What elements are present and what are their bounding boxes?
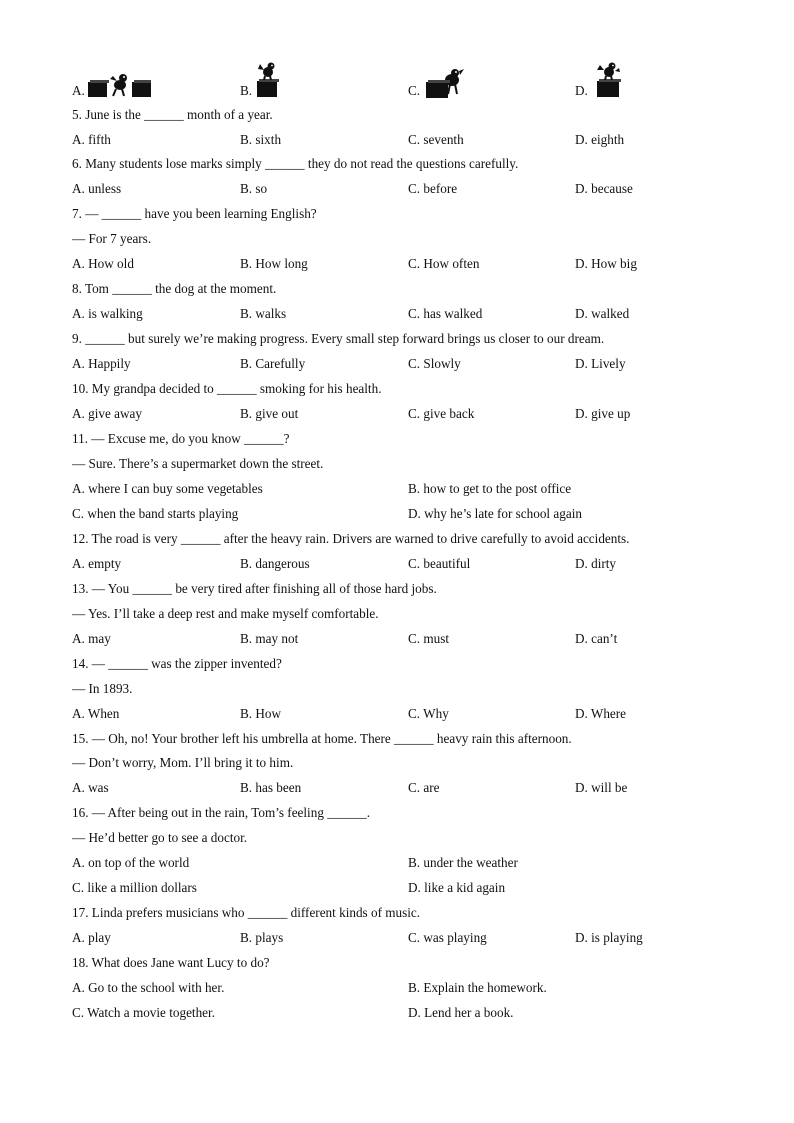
q18-option-a[interactable]: A. Go to the school with her. xyxy=(72,980,225,995)
q7-option-b[interactable]: B. How long xyxy=(240,256,308,271)
q10-option-c[interactable]: C. give back xyxy=(408,406,475,421)
question-11: 11. — Excuse me, do you know ______? xyxy=(72,431,290,446)
q13-option-a[interactable]: A. may xyxy=(72,631,111,646)
q16-option-b[interactable]: B. under the weather xyxy=(408,855,518,870)
q6-option-d[interactable]: D. because xyxy=(575,181,633,196)
q18-option-c[interactable]: C. Watch a movie together. xyxy=(72,1005,215,1020)
q13-option-d[interactable]: D. can’t xyxy=(575,631,618,646)
q15-option-b[interactable]: B. has been xyxy=(240,780,302,795)
q8-option-c[interactable]: C. has walked xyxy=(408,306,483,321)
question-11-answer: — Sure. There’s a supermarket down the street. xyxy=(72,456,324,471)
q4-option-b[interactable] xyxy=(240,62,340,102)
option-label: C. xyxy=(408,83,421,98)
q17-option-b[interactable]: B. plays xyxy=(240,930,284,945)
q10-option-b[interactable]: B. give out xyxy=(240,406,299,421)
question-14-answer: — In 1893. xyxy=(72,681,133,696)
question-18: 18. What does Jane want Lucy to do? xyxy=(72,955,270,970)
question-9: 9. ______ but surely we’re making progress. Every small step forward brings us closer to our dream. xyxy=(72,331,605,346)
q14-option-b[interactable]: B. How xyxy=(240,706,282,721)
q13-option-b[interactable]: B. may not xyxy=(240,631,299,646)
question-14: 14. — ______ was the zipper invented? xyxy=(72,656,282,671)
q11-option-c[interactable]: C. when the band starts playing xyxy=(72,506,239,521)
q15-option-a[interactable]: A. was xyxy=(72,780,109,795)
bird-on-box-top-icon xyxy=(593,62,633,100)
q16-option-a[interactable]: A. on top of the world xyxy=(72,855,190,870)
question-7-answer: — For 7 years. xyxy=(72,231,152,246)
question-16-answer: — He’d better go to see a doctor. xyxy=(72,830,248,845)
question-10: 10. My grandpa decided to ______ smoking for his health. xyxy=(72,381,382,396)
q16-option-d[interactable]: D. like a kid again xyxy=(408,880,506,895)
bird-on-box-icon xyxy=(254,62,294,100)
q6-option-a[interactable]: A. unless xyxy=(72,181,122,196)
question-6: 6. Many students lose marks simply ______ they do not read the questions carefully. xyxy=(72,156,519,171)
q5-option-a[interactable]: A. fifth xyxy=(72,132,111,147)
q9-option-b[interactable]: B. Carefully xyxy=(240,356,306,371)
q6-option-c[interactable]: C. before xyxy=(408,181,458,196)
q7-option-c[interactable]: C. How often xyxy=(408,256,480,271)
question-13-answer: — Yes. I’ll take a deep rest and make myself comfortable. xyxy=(72,606,379,621)
q13-option-c[interactable]: C. must xyxy=(408,631,450,646)
q11-option-a[interactable]: A. where I can buy some vegetables xyxy=(72,481,263,496)
option-label: D. xyxy=(575,83,588,98)
q4-option-c[interactable] xyxy=(408,62,508,102)
option-label: B. xyxy=(240,83,253,98)
q14-option-a[interactable]: A. When xyxy=(72,706,120,721)
q18-option-b[interactable]: B. Explain the homework. xyxy=(408,980,547,995)
q16-option-c[interactable]: C. like a million dollars xyxy=(72,880,197,895)
q5-option-d[interactable]: D. eighth xyxy=(575,132,625,147)
q5-option-b[interactable]: B. sixth xyxy=(240,132,282,147)
q10-option-d[interactable]: D. give up xyxy=(575,406,631,421)
option-label: A. xyxy=(72,83,85,98)
bird-between-boxes-icon xyxy=(86,72,152,100)
q12-option-a[interactable]: A. empty xyxy=(72,556,122,571)
q9-option-a[interactable]: A. Happily xyxy=(72,356,131,371)
question-5: 5. June is the ______ month of a year. xyxy=(72,107,273,122)
q8-option-d[interactable]: D. walked xyxy=(575,306,630,321)
q7-option-d[interactable]: D. How big xyxy=(575,256,637,271)
q12-option-b[interactable]: B. dangerous xyxy=(240,556,310,571)
q5-option-c[interactable]: C. seventh xyxy=(408,132,464,147)
question-17: 17. Linda prefers musicians who ______ different kinds of music. xyxy=(72,905,421,920)
q15-option-d[interactable]: D. will be xyxy=(575,780,628,795)
question-12: 12. The road is very ______ after the heavy rain. Drivers are warned to drive carefully to avoid accidents. xyxy=(72,531,630,546)
q11-option-d[interactable]: D. why he’s late for school again xyxy=(408,506,582,521)
q12-option-c[interactable]: C. beautiful xyxy=(408,556,471,571)
question-16: 16. — After being out in the rain, Tom’s feeling ______. xyxy=(72,805,371,820)
q12-option-d[interactable]: D. dirty xyxy=(575,556,617,571)
q15-option-c[interactable]: C. are xyxy=(408,780,440,795)
q4-option-d[interactable] xyxy=(575,62,675,102)
q14-option-c[interactable]: C. Why xyxy=(408,706,449,721)
question-15-answer: — Don’t worry, Mom. I’ll bring it to him. xyxy=(72,755,294,770)
q17-option-c[interactable]: C. was playing xyxy=(408,930,487,945)
q9-option-c[interactable]: C. Slowly xyxy=(408,356,461,371)
q10-option-a[interactable]: A. give away xyxy=(72,406,142,421)
q18-option-d[interactable]: D. Lend her a book. xyxy=(408,1005,514,1020)
q8-option-b[interactable]: B. walks xyxy=(240,306,287,321)
q8-option-a[interactable]: A. is walking xyxy=(72,306,143,321)
q6-option-b[interactable]: B. so xyxy=(240,181,268,196)
question-13: 13. — You ______ be very tired after finishing all of those hard jobs. xyxy=(72,581,437,596)
q11-option-b[interactable]: B. how to get to the post office xyxy=(408,481,572,496)
q4-option-a[interactable] xyxy=(72,62,172,102)
q14-option-d[interactable]: D. Where xyxy=(575,706,627,721)
q17-option-a[interactable]: A. play xyxy=(72,930,111,945)
question-7: 7. — ______ have you been learning English? xyxy=(72,206,317,221)
bird-behind-box-icon xyxy=(424,66,468,100)
q7-option-a[interactable]: A. How old xyxy=(72,256,134,271)
q9-option-d[interactable]: D. Lively xyxy=(575,356,626,371)
q17-option-d[interactable]: D. is playing xyxy=(575,930,643,945)
question-8: 8. Tom ______ the dog at the moment. xyxy=(72,281,277,296)
question-15: 15. — Oh, no! Your brother left his umbrella at home. There ______ heavy rain this afternoon. xyxy=(72,731,572,746)
